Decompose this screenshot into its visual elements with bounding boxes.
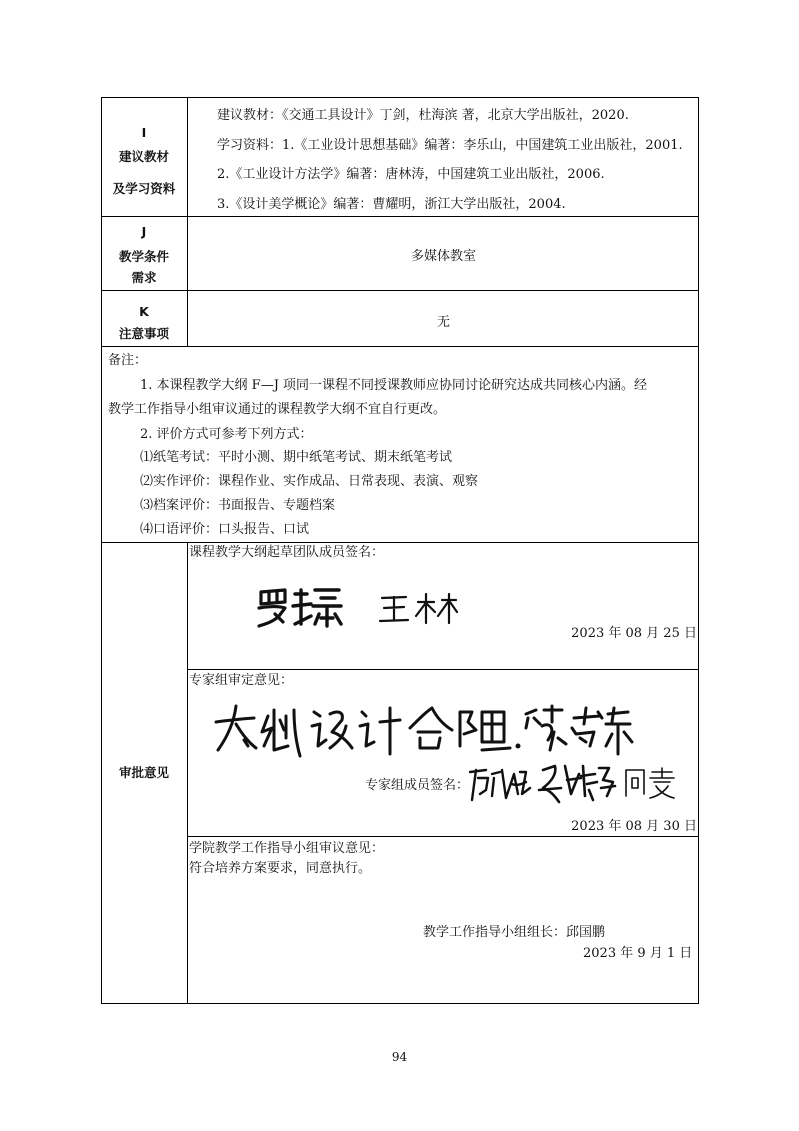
approval-divider-2: [187, 836, 699, 837]
teaching-conditions: 多媒体教室: [410, 249, 476, 264]
textbook-line: 建议教材：《交通工具设计》丁剑，杜海滨 著，北京大学出版社，2020.: [217, 108, 629, 123]
page-number: 94: [391, 1050, 408, 1064]
evaluation-method-4: ⑷口语评价：口头报告、口试: [140, 522, 310, 537]
section-i-label-line1: 建议教材: [118, 149, 169, 164]
college-review-title: 学院教学工作指导小组审议意见：: [189, 841, 385, 856]
approval-column-divider: [187, 542, 188, 1004]
drafting-signature-luo-zhen: [255, 584, 345, 630]
section-i-letter: I: [141, 125, 147, 140]
section-j-label-line2: 需求: [131, 270, 157, 285]
expert-handwritten-opinion: [214, 702, 634, 762]
drafting-team-title: 课程教学大纲起草团队成员签名：: [189, 545, 385, 560]
note-1-line-2: 教学工作指导小组审议通过的课程教学大纲不宜自行更改。: [108, 402, 447, 417]
reference-line-1: 学习资料：1.《工业设计思想基础》编著：李乐山，中国建筑工业出版社，2001.: [217, 138, 683, 153]
section-k-letter: K: [139, 304, 149, 319]
expert-signature-liao: [466, 764, 536, 804]
evaluation-method-3: ⑶档案评价：书面报告、专题档案: [140, 498, 336, 513]
row-divider-i-j: [101, 216, 699, 217]
row-divider-notes-approval: [101, 542, 699, 543]
expert-opinion-title: 专家组审定意见：: [189, 673, 294, 688]
committee-leader: 教学工作指导小组组长：邱国鹏: [423, 925, 606, 940]
notes-title: 备注：: [108, 353, 148, 368]
drafting-date: 2023 年 08 月 25 日: [571, 626, 697, 641]
precautions: 无: [436, 315, 450, 330]
section-j-letter: J: [141, 224, 147, 239]
row-divider-j-k: [101, 290, 699, 291]
expert-signature-wang: [537, 760, 617, 804]
expert-signature-wen: [622, 766, 678, 800]
note-1-line-1: 1. 本课程教学大纲 F—J 项同一课程不同授课教师应协同讨论研究达成共同核心内涵。经: [140, 378, 648, 393]
section-k-label: 注意事项: [118, 326, 169, 341]
reference-line-3: 3.《设计美学概论》编著：曹耀明，浙江大学出版社，2004.: [217, 197, 566, 212]
approval-divider-1: [187, 669, 699, 670]
drafting-signature-wang-lin: [378, 592, 458, 626]
college-review-opinion: 符合培养方案要求，同意执行。: [189, 861, 372, 876]
college-date: 2023 年 9 月 1 日: [583, 946, 693, 961]
evaluation-method-2: ⑵实作评价：课程作业、实作成品、日常表现、表演、观察: [140, 474, 479, 489]
section-j-label-line1: 教学条件: [118, 249, 169, 264]
label-column-divider: [187, 97, 188, 346]
expert-date: 2023 年 08 月 30 日: [571, 819, 697, 834]
reference-line-2: 2.《工业设计方法学》编著：唐林涛，中国建筑工业出版社，2006.: [217, 167, 605, 182]
expert-members-label: 专家组成员签名：: [365, 778, 470, 793]
section-i-label-line2: 及学习资料: [112, 181, 176, 196]
row-divider-k-notes: [101, 346, 699, 347]
evaluation-method-1: ⑴纸笔考试：平时小测、期中纸笔考试、期末纸笔考试: [140, 450, 453, 465]
note-2: 2. 评价方式可参考下列方式：: [140, 427, 313, 442]
approval-label: 审批意见: [118, 765, 169, 780]
